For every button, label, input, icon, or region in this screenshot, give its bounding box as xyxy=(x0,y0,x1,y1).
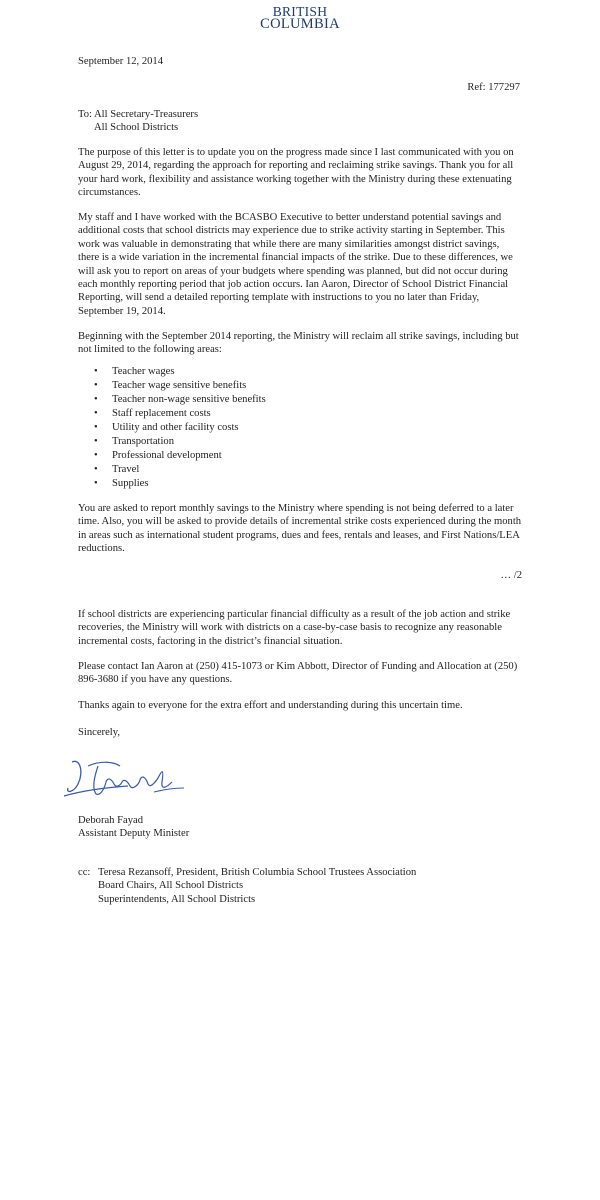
bullet-icon: • xyxy=(94,394,98,405)
list-item: • Transportation xyxy=(94,436,174,447)
bullet-icon: • xyxy=(94,380,98,391)
paragraph-contact: Please contact Ian Aaron at (250) 415-1073 or Kim Abbott, Director of Funding and Allocation at (250) 896-3680 if you have any questions. xyxy=(78,661,518,686)
paragraph-bcasbo: My staff and I have worked with the BCASBO Executive to better understand potential savings and additional costs that school districts may experience due to strike activity starting in September. This work was valuable in demonstrating that while there are many similarities amongst district savings, there is a wide variation in the incremental financial impacts of the strike. Due to these differences, we will ask you to report on areas of your budgets where spending was planned, but did not occur during each monthly reporting period that job action occurs. Ian Aaron, Director of School District Financial Reporting, will send a detailed reporting template with instructions to you no later than Friday, September 19, 2014. xyxy=(78,212,513,317)
list-item: • Teacher wages xyxy=(94,366,175,377)
cc-line: Teresa Rezansoff, President, British Columbia School Trustees Association xyxy=(98,867,417,878)
bullet-icon: • xyxy=(94,408,98,419)
handwritten-signature xyxy=(58,752,198,804)
list-item: • Utility and other facility costs xyxy=(94,422,239,433)
letter-date: September 12, 2014 xyxy=(78,56,164,67)
bullet-icon: • xyxy=(94,450,98,461)
recipient-block xyxy=(78,108,523,135)
logo-line-2: COLUMBIA xyxy=(260,16,340,32)
paragraph-reclaim: Beginning with the September 2014 reporting, the Ministry will reclaim all strike savings, including but not limited to the following areas: xyxy=(78,331,519,356)
list-item: • Professional development xyxy=(94,450,222,461)
signer-block xyxy=(78,814,523,841)
logo-line-1: BRITISH xyxy=(272,4,328,19)
recipient-line-1: To: All Secretary-Treasurers xyxy=(78,109,199,120)
cc-row xyxy=(78,866,548,879)
bullet-icon: • xyxy=(94,436,98,447)
list-item: • Staff replacement costs xyxy=(94,408,211,419)
savings-areas-list xyxy=(94,365,394,491)
closing-salutation: Sincerely, xyxy=(78,727,120,738)
bullet-icon: • xyxy=(94,464,98,475)
list-item: • Teacher non-wage sensitive benefits xyxy=(94,394,266,405)
list-item: • Supplies xyxy=(94,478,149,489)
list-item: • Teacher wage sensitive benefits xyxy=(94,380,247,391)
reference-number: Ref: 177297 xyxy=(467,82,520,93)
list-item: • Travel xyxy=(94,464,140,475)
paragraph-intro: The purpose of this letter is to update you on the progress made since I last communicated with you on August 29, 2014, regarding the approach for reporting and reclaiming strike savings. Thank you for all your hard work, flexibility and assistance working together with the Ministry during these extenuating circumstances. xyxy=(78,147,514,199)
paragraph-financial-difficulty: If school districts are experiencing particular financial difficulty as a result of the job action and strike recoveries, the Ministry will work with districts on a case-by-case basis to recognize any reasonable incremental costs, factoring in the district’s financial situation. xyxy=(78,609,511,647)
paragraph-monthly-savings: You are asked to report monthly savings to the Ministry where spending is not being deferred to a later time. Also, you will be asked to provide details of incremental strike costs experienced during the month in areas such as international student programs, dues and fees, rentals and leases, and First Nations/LEA reductions. xyxy=(78,503,522,555)
bullet-icon: • xyxy=(94,422,98,433)
bullet-icon: • xyxy=(94,478,98,489)
signer-title: Assistant Deputy Minister xyxy=(78,828,190,840)
cc-line: Board Chairs, All School Districts xyxy=(98,880,244,892)
bc-logo xyxy=(0,6,600,30)
paragraph-thanks: Thanks again to everyone for the extra effort and understanding during this uncertain time. xyxy=(78,700,463,711)
cc-label: cc: xyxy=(78,867,91,878)
recipient-line-2: All School Districts xyxy=(94,122,179,134)
page-continuation-marker: … /2 xyxy=(500,570,522,581)
bullet-icon: • xyxy=(94,366,98,377)
cc-block xyxy=(78,866,548,906)
signer-name: Deborah Fayad xyxy=(78,815,144,826)
cc-line: Superintendents, All School Districts xyxy=(98,893,256,905)
